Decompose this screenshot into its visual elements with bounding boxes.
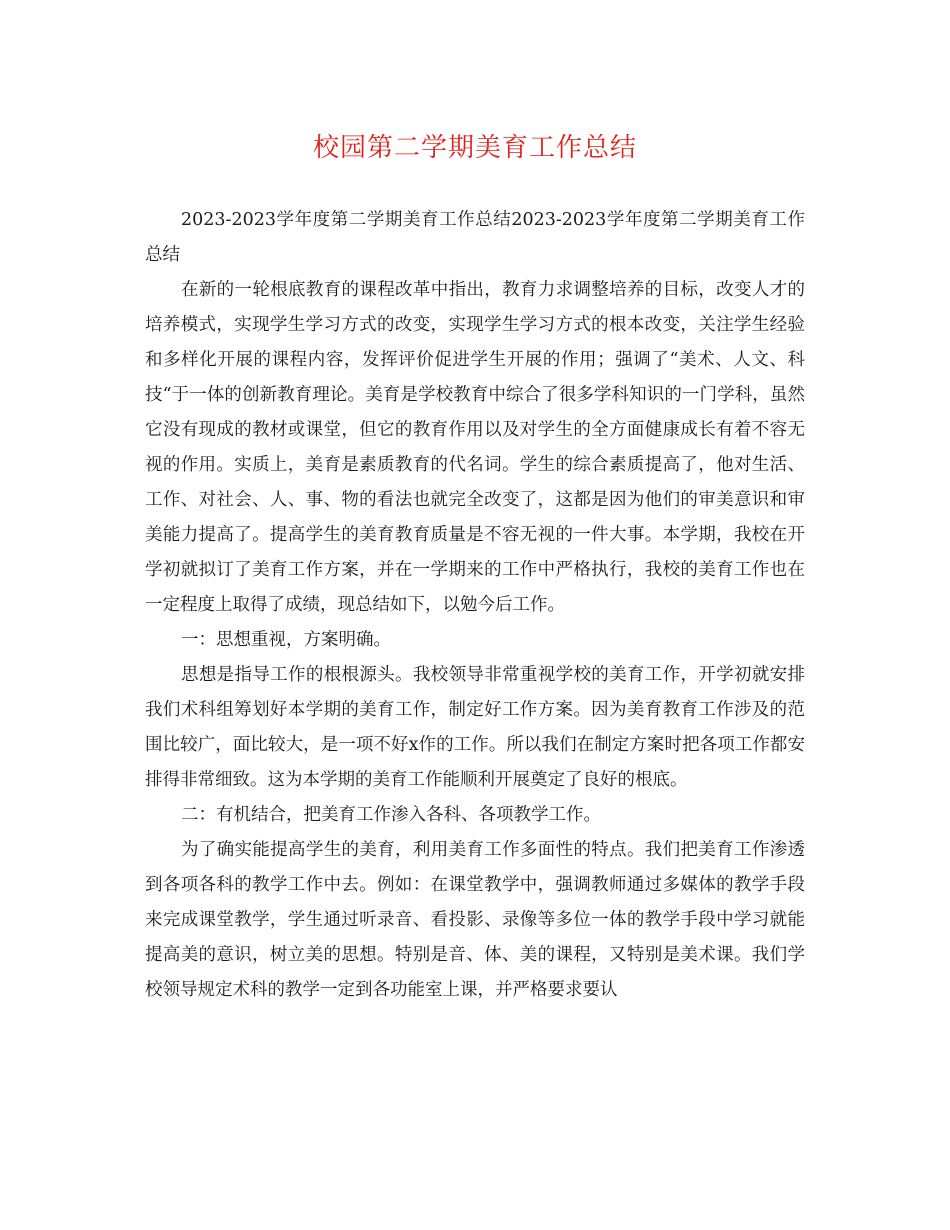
paragraph-section-2: 为了确实能提高学生的美育，利用美育工作多面性的特点。我们把美育工作渗透到各项各科的教学工作中去。例如：在课堂教学中，强调教师通过多媒体的教学手段来完成课堂教学，学生通过听录音、看投影、录像等多位一体的教学手段中学习就能提高美的意识，树立美的思想。特别是音、体、美的课程，又特别是美术课。我们学校领导规定术科的教学一定到各功能室上课，并严格要求要认 <box>145 840 805 1000</box>
section-heading-2: 二：有机结合，把美育工作渗入各科、各项教学工作。 <box>181 805 601 825</box>
paragraph-intro: 在新的一轮根底教育的课程改革中指出，教育力求调整培养的目标，改变人才的培养模式，实现学生学习方式的改变，实现学生学习方式的根本改变，关注学生经验和多样化开展的课程内容，发挥评价促进学生开展的作用；强调了“美术、人文、科技“于一体的创新教育理论。美育是学校教育中综合了很多学科知识的一门学科，虽然它没有现成的教材或课堂，但它的教育作用以及对学生的全方面健康成长有着不容无视的作用。实质上，美育是素质教育的代名词。学生的综合素质提高了，他对生活、工作、对社会、人、事、物的看法也就完全改变了，这都是因为他们的审美意识和审美能力提高了。提高学生的美育教育质量是不容无视的一件大事。本学期，我校在开学初就拟订了美育工作方案，并在一学期来的工作中严格执行，我校的美育工作也在一定程度上取得了成绩，现总结如下，以勉今后工作。 <box>145 280 805 615</box>
document-title: 校园第二学期美育工作总结 <box>312 133 637 163</box>
section-heading-1: 一：思想重视，方案明确。 <box>181 630 391 650</box>
document-body <box>145 203 805 1008</box>
paragraph-subtitle: 2023-2023学年度第二学期美育工作总结2023-2023学年度第二学期美育工作总结 <box>145 210 805 265</box>
paragraph-section-1: 思想是指导工作的根根源头。我校领导非常重视学校的美育工作，开学初就安排我们术科组筹划好本学期的美育工作，制定好工作方案。因为美育教育工作涉及的范围比较广，面比较大，是一项不好x作的工作。所以我们在制定方案时把各项工作都安排得非常细致。这为本学期的美育工作能顺利开展奠定了良好的根底。 <box>145 665 805 790</box>
